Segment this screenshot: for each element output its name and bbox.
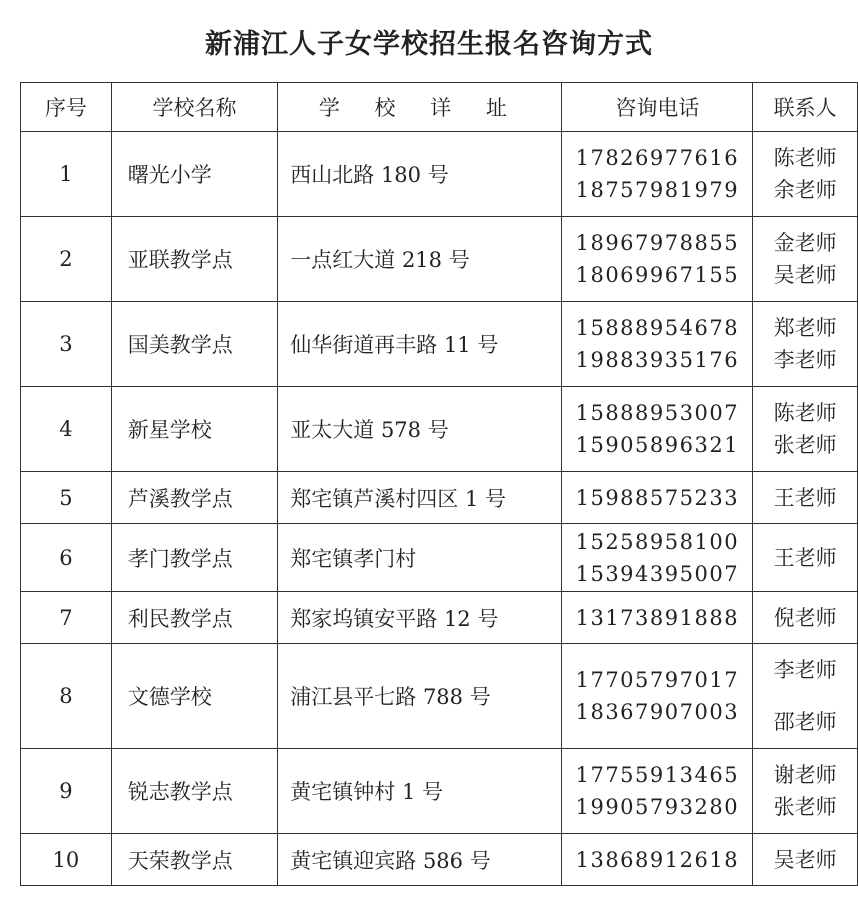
row-phones (562, 592, 753, 644)
row-school-name: 孝门教学点 (111, 524, 278, 592)
contact-person: 王老师 (773, 545, 837, 570)
row-phones (562, 472, 753, 524)
row-contacts (753, 472, 858, 524)
row-address: 黄宅镇钟村 1 号 (278, 749, 562, 834)
row-phones (562, 834, 753, 886)
contact-person: 李老师 (773, 348, 837, 372)
row-school-name: 国美教学点 (111, 302, 278, 387)
header-row (21, 83, 858, 132)
phone-number: 15988575233 (575, 485, 740, 510)
table-row (21, 302, 858, 387)
row-no: 4 (21, 387, 112, 472)
row-address: 浦江县平七路 788 号 (278, 644, 562, 749)
phone-number: 15258958100 (575, 529, 740, 554)
phone-number: 15394395007 (575, 561, 740, 586)
phone-number: 15905896321 (575, 433, 740, 457)
row-address: 西山北路 180 号 (278, 132, 562, 217)
phone-number: 18069967155 (575, 263, 740, 287)
row-address: 一点红大道 218 号 (278, 217, 562, 302)
table-row (21, 644, 858, 749)
row-contacts (753, 387, 858, 472)
row-address: 仙华街道再丰路 11 号 (278, 302, 562, 387)
header-contact: 联系人 (753, 83, 858, 132)
table-row (21, 132, 858, 217)
contact-person: 陈老师 (773, 401, 837, 425)
phone-number: 15888954678 (575, 316, 740, 340)
table-row (21, 749, 858, 834)
page-title: 新浦江人子女学校招生报名咨询方式 (205, 29, 653, 60)
phone-number: 17755913465 (575, 763, 740, 787)
row-no: 2 (21, 217, 112, 302)
contact-person: 张老师 (773, 433, 837, 457)
row-phones (562, 302, 753, 387)
phone-number: 19883935176 (575, 348, 740, 372)
row-contacts (753, 217, 858, 302)
row-school-name: 新星学校 (111, 387, 278, 472)
contact-person: 谢老师 (773, 763, 837, 787)
contact-person: 邵老师 (773, 710, 837, 734)
row-no: 10 (21, 834, 112, 886)
table-row (21, 834, 858, 886)
phone-number: 17705797017 (575, 668, 740, 692)
row-school-name: 锐志教学点 (111, 749, 278, 834)
row-school-name: 曙光小学 (111, 132, 278, 217)
row-address: 亚太大道 578 号 (278, 387, 562, 472)
contact-person: 吴老师 (773, 847, 837, 872)
contact-person: 金老师 (773, 231, 837, 255)
phone-number: 13868912618 (575, 847, 740, 872)
row-address: 郑宅镇芦溪村四区 1 号 (278, 472, 562, 524)
row-phones (562, 217, 753, 302)
row-phones (562, 524, 753, 592)
phone-number: 18367907003 (575, 700, 740, 724)
row-phones (562, 387, 753, 472)
table-row (21, 524, 858, 592)
row-contacts (753, 644, 858, 749)
row-phones (562, 644, 753, 749)
row-no: 1 (21, 132, 112, 217)
header-name: 学校名称 (111, 83, 278, 132)
row-school-name: 芦溪教学点 (111, 472, 278, 524)
row-contacts (753, 592, 858, 644)
row-contacts (753, 524, 858, 592)
contact-person: 李老师 (773, 658, 837, 682)
row-phones (562, 132, 753, 217)
contact-person: 张老师 (773, 795, 837, 819)
header-no: 序号 (21, 83, 112, 132)
header-address: 学 校 详 址 (278, 83, 562, 132)
row-no: 8 (21, 644, 112, 749)
row-no: 9 (21, 749, 112, 834)
table-row (21, 592, 858, 644)
phone-number: 19905793280 (575, 795, 740, 819)
contact-person: 吴老师 (773, 263, 837, 287)
row-no: 7 (21, 592, 112, 644)
row-phones (562, 749, 753, 834)
phone-number: 18967978855 (575, 231, 740, 255)
row-address: 郑宅镇孝门村 (278, 524, 562, 592)
contact-person: 王老师 (773, 485, 837, 510)
row-no: 3 (21, 302, 112, 387)
table-row (21, 472, 858, 524)
row-contacts (753, 302, 858, 387)
table-row (21, 387, 858, 472)
contact-table (20, 82, 858, 886)
row-school-name: 亚联教学点 (111, 217, 278, 302)
row-no: 5 (21, 472, 112, 524)
phone-number: 17826977616 (575, 146, 740, 170)
row-school-name: 文德学校 (111, 644, 278, 749)
phone-number: 15888953007 (575, 401, 740, 425)
row-no: 6 (21, 524, 112, 592)
contact-person: 倪老师 (773, 605, 837, 630)
row-contacts (753, 749, 858, 834)
phone-number: 13173891888 (575, 605, 740, 630)
phone-number: 18757981979 (575, 178, 740, 202)
header-phone: 咨询电话 (562, 83, 753, 132)
table-row (21, 217, 858, 302)
contact-person: 郑老师 (773, 316, 837, 340)
row-address: 黄宅镇迎宾路 586 号 (278, 834, 562, 886)
row-school-name: 利民教学点 (111, 592, 278, 644)
row-contacts (753, 834, 858, 886)
row-contacts (753, 132, 858, 217)
row-school-name: 天荣教学点 (111, 834, 278, 886)
contact-person: 余老师 (773, 178, 837, 202)
row-address: 郑家坞镇安平路 12 号 (278, 592, 562, 644)
contact-person: 陈老师 (773, 146, 837, 170)
